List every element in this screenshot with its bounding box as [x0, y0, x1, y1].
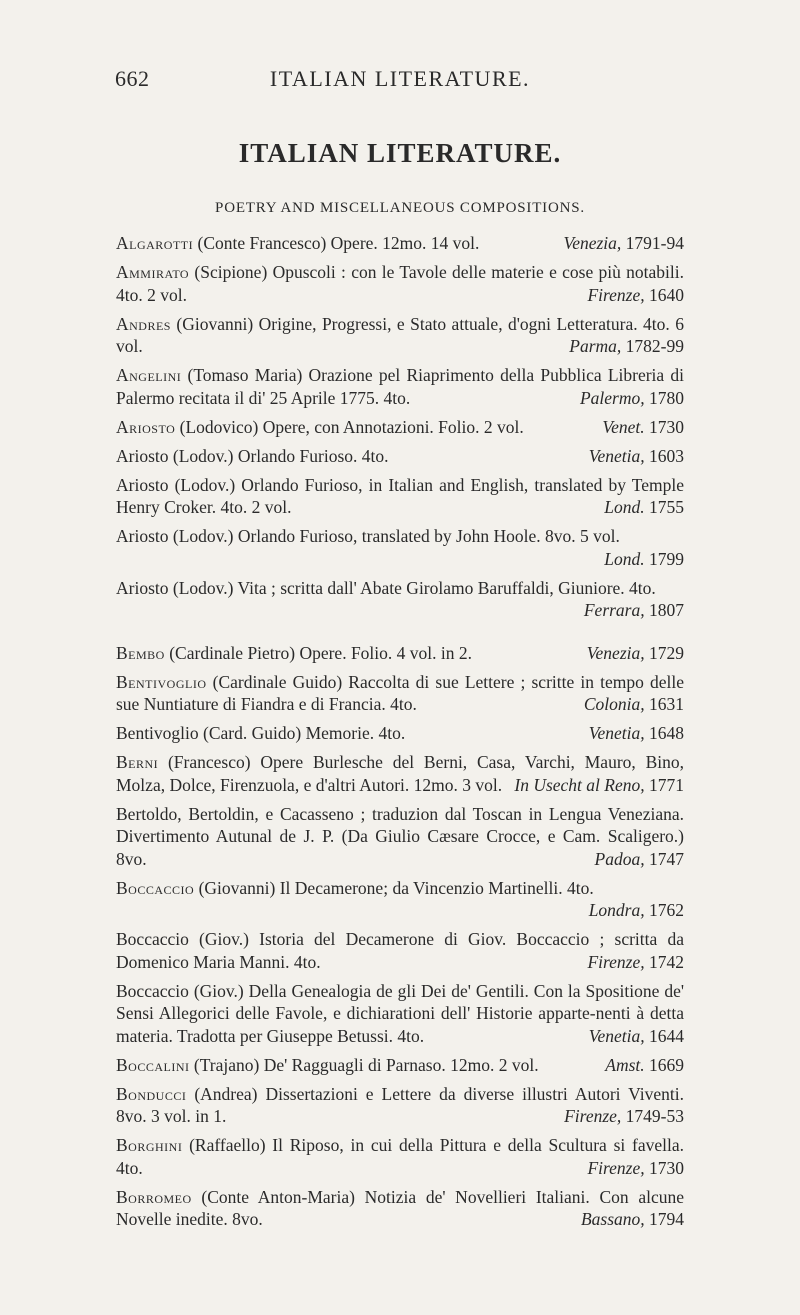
running-head: [115, 66, 685, 96]
entry-imprint: [589, 722, 684, 745]
bibliography-entry: [116, 525, 684, 570]
entry-year: 1794: [649, 1209, 684, 1229]
entry-description: (Lodov.) Orlando Furioso. 4to.: [168, 445, 389, 466]
bibliography-entry: [116, 232, 684, 255]
entry-year: 1669: [649, 1054, 684, 1075]
entry-author: Boccaccio: [116, 980, 189, 1001]
entry-year: 1729: [649, 642, 684, 663]
entry-author: Borghini: [116, 1135, 183, 1155]
entry-author: Bembo: [116, 642, 165, 663]
entry-description: (Giovanni) Il Decamerone; da Vincenzio Martinelli. 4to.: [194, 877, 594, 898]
entry-author: Berni: [116, 752, 159, 772]
entry-place: Parma,: [569, 336, 626, 356]
bibliography-entry: [116, 722, 684, 745]
entry-imprint: [589, 899, 684, 922]
entry-year: 1644: [649, 1025, 684, 1046]
bibliography-entry: [116, 474, 684, 519]
bibliography-entry: [116, 261, 684, 306]
bibliography-list: [116, 232, 684, 1237]
entry-imprint: [587, 951, 684, 974]
entry-place: Colonia,: [583, 694, 649, 714]
entry-description: (Lodov.) Vita ; scritta dall' Abate Girolamo Baruffaldi, Giuniore. 4to.: [168, 577, 656, 598]
bibliography-entry: [116, 1083, 684, 1128]
entry-description: (Giovanni) Origine, Progressi, e Stato attuale, d'ogni Letteratura. 4to. 6 vol.: [116, 313, 684, 356]
entry-year: 1762: [649, 900, 684, 920]
entry-description: (Cardinale Guido) Raccolta di sue Lettere ; scritte in tempo delle sue Nuntiature di Fiandra e di Francia. 4to.: [116, 671, 684, 714]
entry-description: (Andrea) Dissertazioni e Lettere da diverse illustri Autori Viventi. 8vo. 3 vol. in 1.: [116, 1083, 684, 1126]
entry-imprint: [587, 642, 684, 665]
entry-description: (Conte Francesco) Opere. 12mo. 14 vol.: [193, 233, 480, 253]
bibliography-entry: [116, 671, 684, 716]
bibliography-entry: [116, 803, 684, 871]
entry-description: (Conte Anton-Maria) Notizia de' Novellieri Italiani. Con alcune Novelle inedite. 8vo.: [116, 1186, 684, 1229]
bibliography-entry: [116, 313, 684, 358]
entry-description: (Cardinale Pietro) Opere. Folio. 4 vol. in 2.: [164, 642, 473, 663]
entry-year: 1799: [649, 548, 684, 569]
entry-place: Amst.: [605, 1054, 649, 1075]
bibliography-entry: [116, 980, 684, 1048]
entry-year: 1730: [649, 416, 684, 437]
entry-year: 1742: [649, 951, 684, 972]
entry-year: 1807: [649, 600, 684, 620]
entry-description: (Lodovico) Opere, con Annotazioni. Folio. 2 vol.: [175, 416, 524, 437]
entry-place: Venezia,: [563, 233, 626, 253]
entry-imprint: [563, 232, 684, 255]
entry-imprint: [581, 1208, 684, 1231]
entry-author: Andres: [116, 313, 171, 334]
page-number: 662: [115, 66, 150, 91]
entry-place: Venezia,: [586, 642, 649, 663]
section-subtitle: POETRY AND MISCELLANEOUS COMPOSITIONS.: [215, 200, 585, 216]
entry-author: Algarotti: [116, 233, 194, 253]
entry-year: 1603: [649, 445, 684, 466]
entry-author: Bentivoglio: [116, 723, 199, 743]
bibliography-entry: [116, 1134, 684, 1179]
entry-author: Ariosto: [116, 445, 169, 466]
entry-year: 1780: [649, 387, 684, 408]
bibliography-entry: [116, 1186, 684, 1231]
entry-imprint: [587, 1157, 684, 1180]
entry-place: Venetia,: [588, 445, 649, 466]
entry-place: Firenze,: [587, 951, 649, 972]
entry-imprint: [587, 284, 684, 307]
entry-place: Venetia,: [588, 723, 649, 743]
entry-description: (Giov.) Istoria del Decamerone di Giov. Boccaccio ; scritta da Domenico Maria Manni. 4to.: [116, 929, 684, 972]
bibliography-entry: [116, 928, 684, 973]
entry-place: Firenze,: [587, 1157, 649, 1178]
entry-description: (Scipione) Opuscoli : con le Tavole delle materie e cose più notabili. 4to. 2 vol.: [116, 262, 684, 305]
entry-imprint: [605, 1054, 684, 1077]
entry-place: In Usecht al Reno,: [514, 774, 649, 795]
bibliography-entry: [116, 577, 684, 622]
entry-imprint: [584, 693, 684, 716]
entry-place: Firenze,: [564, 1106, 626, 1126]
entry-imprint: [604, 496, 684, 519]
entry-place: Padoa,: [594, 848, 649, 869]
entry-description: (Tomaso Maria) Orazione pel Riaprimento della Pubblica Libreria di Palermo recitata il di' 25 Aprile 1775. 4to.: [116, 365, 684, 408]
entry-description: (Card. Guido) Memorie. 4to.: [198, 723, 406, 743]
entry-year: 1755: [649, 497, 684, 517]
entry-imprint: [514, 774, 684, 797]
entry-author: Bentivoglio: [116, 671, 207, 692]
entry-imprint: [602, 416, 684, 439]
entry-imprint: [564, 1105, 684, 1128]
entry-place: Palermo,: [579, 387, 649, 408]
entry-place: Venetia,: [588, 1025, 649, 1046]
entry-imprint: [589, 445, 684, 468]
entry-description: (Francesco) Opere Burlesche del Berni, Casa, Varchi, Mauro, Bino, Molza, Dolce, Firenzuola, e d'altri Autori. 12mo. 3 vol.: [116, 752, 684, 795]
entry-imprint: [584, 599, 684, 622]
entry-author: Boccalini: [116, 1054, 190, 1075]
entry-place: Firenze,: [587, 284, 649, 305]
entry-year: 1640: [649, 284, 684, 305]
bibliography-entry: [116, 751, 684, 796]
entry-imprint: [595, 848, 684, 871]
entry-place: Venet.: [602, 416, 649, 437]
entry-imprint: [604, 548, 684, 571]
entry-author: Boccaccio: [116, 877, 195, 898]
entry-description: (Raffaello) Il Riposo, in cui della Pittura e della Scultura si favella. 4to.: [116, 1135, 684, 1178]
entry-year: 1648: [649, 723, 684, 743]
entry-place: Bassano,: [580, 1209, 649, 1229]
entry-year: 1747: [649, 848, 684, 869]
entry-place: Ferrara,: [583, 600, 649, 620]
entry-author: Ariosto: [116, 577, 169, 598]
entry-imprint: [589, 1025, 684, 1048]
entry-year: 1782-99: [625, 336, 684, 356]
entry-author: Boccaccio: [116, 929, 189, 949]
entry-author: Angelini: [116, 365, 182, 385]
bibliography-entry: [116, 364, 684, 409]
bibliography-entry: [116, 416, 684, 439]
entry-description: (Giov.) Della Genealogia de gli Dei de' Gentili. Con la Spositione de' Sensi Allegorici delle Favole, e dichiarationi dell' Historie apparte-nenti à detta materia. Tradotta per Giuseppe Betussi. 4to.: [116, 980, 684, 1046]
entry-year: 1791-94: [625, 233, 684, 253]
entry-place: Lond.: [604, 497, 649, 517]
entry-author: Ariosto: [116, 474, 169, 495]
entry-description: (Lodov.) Orlando Furioso, translated by John Hoole. 8vo. 5 vol.: [168, 526, 620, 546]
entry-imprint: [569, 335, 684, 358]
entry-author: Ariosto: [116, 526, 169, 546]
running-title: ITALIAN LITERATURE.: [269, 66, 531, 91]
entry-author: Borromeo: [116, 1186, 192, 1207]
bibliography-entry: [116, 877, 684, 922]
entry-place: Londra,: [588, 900, 649, 920]
entry-year: 1631: [649, 694, 684, 714]
entry-imprint: [580, 387, 684, 410]
entry-year: 1730: [649, 1157, 684, 1178]
entry-author: Bonducci: [116, 1083, 187, 1104]
bibliography-entry: [116, 1054, 684, 1077]
entry-year: 1749-53: [625, 1106, 684, 1126]
entry-description: Bertoldin, e Cacasseno ; traduzion dal Toscan in Lengua Veneziana. Divertimento Autunal de J. P. (Da Giulio Cæsare Crocce, e Cam. Scaligero.) 8vo.: [116, 803, 684, 869]
entry-author: Bertoldo,: [116, 803, 182, 824]
bibliography-entry: [116, 642, 684, 665]
entry-description: (Lodov.) Orlando Furioso, in Italian and English, translated by Temple Henry Croker. 4to. 2 vol.: [116, 474, 684, 517]
bibliography-entry: [116, 445, 684, 468]
entry-author: Ariosto: [116, 416, 176, 437]
entry-place: Lond.: [604, 548, 649, 569]
section-title: ITALIAN LITERATURE.: [238, 138, 562, 168]
entry-description: (Trajano) De' Ragguagli di Parnaso. 12mo. 2 vol.: [189, 1054, 539, 1075]
entry-year: 1771: [649, 774, 684, 795]
entry-author: Ammirato: [116, 262, 190, 282]
